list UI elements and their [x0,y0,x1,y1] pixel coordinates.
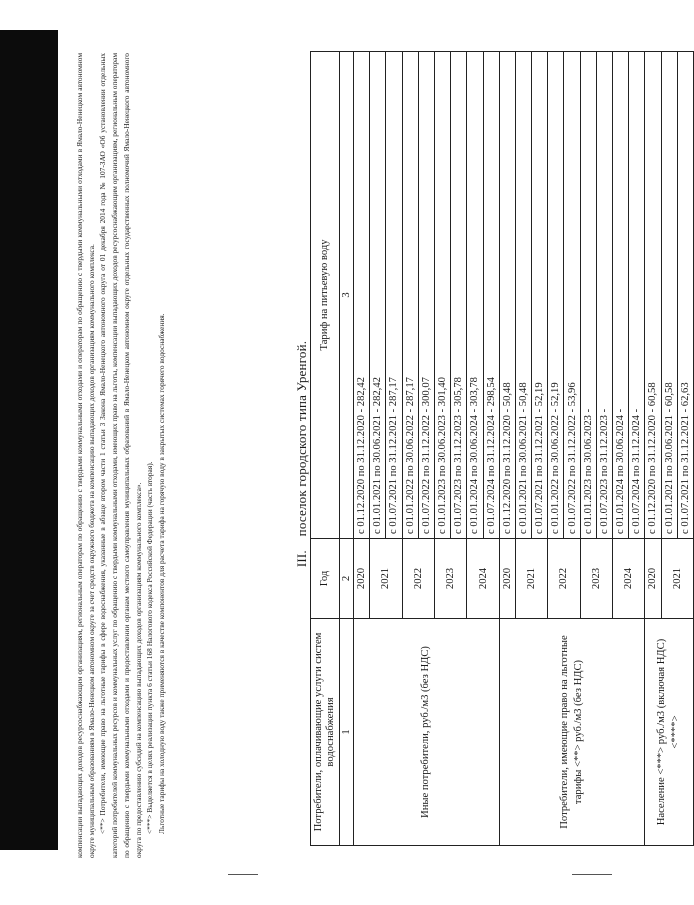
column-number-row [340,52,354,846]
tariff-value-cell: с 01.07.2021 по 31.12.2021 - 62,63 [677,52,693,539]
tariff-table [310,51,694,846]
year-cell: 2020 [645,539,661,619]
tariff-value-cell: с 01.01.2023 по 30.06.2023 - 301,40 [434,52,450,539]
table-row [354,52,370,846]
footnotes-block [74,53,168,858]
footnote-continuation: компенсации выпадающих доходов ресурсоснабжающим организациям, региональным операторам по обращению с твердыми коммунальными отходами и операторам по обращению с твердыми коммунальными отходами в Ямало-Ненецком автономном округе муниципальным образованиям в Ямало-Ненецком автономном округе за счет средств окружного бюджета на компенсацию выпадающих доходов организациям коммунального комплекса. [75,53,96,858]
year-cell: 2020 [354,539,370,619]
year-cell: 2020 [499,539,515,619]
year-cell: 2021 [661,539,693,619]
footnote-double-star: <**> Потребители, имеющие право на льготные тарифы в сфере водоснабжения, указанные в абзаце втором части 1 статьи 3 Закона Ямало-Ненецкого автономного округа от 01 декабря 2014 года № 107-ЗАО «Об установлении отдельных категорий потребителей коммунальных ресурсов и коммунальных услуг по обращению с твердыми коммунальными отходами, имеющих право на льготы, компенсации выпадающих доходов ресурсоснабжающим организациям, региональным операторам по обращению с твердыми коммунальными отходами и предоставлении органам местного самоуправления муниципальных образований в Ямало-Ненецком автономном округе отдельных государственных полномочий Ямало-Ненецкого автономного округа по предоставлению субсидий на компенсацию выпадающих доходов организациям коммунального комплекса». [98,53,143,858]
rotated-document-page [70,44,691,864]
consumer-cell: Иные потребители, руб./м3 (без НДС) [354,619,500,846]
year-cell: 2021 [370,539,402,619]
table-header-row [311,52,340,846]
table-row [499,52,515,846]
tariff-value-cell: с 01.07.2022 по 31.12.2022 - 53,96 [564,52,580,539]
year-cell: 2024 [467,539,499,619]
bottom-rule-left [228,874,258,875]
col-number: 3 [340,52,354,539]
footnote-hot-water: Льготные тарифы на холодную воду также применяются в качестве компонентов для расчета тарифа на горячую воду в закрытых системах горячего водоснабжения. [156,313,166,834]
tariff-value-cell: с 01.12.2020 по 31.12.2020 - 50,48 [499,52,515,539]
tariff-value-cell: с 01.01.2022 по 30.06.2022 - 52,19 [548,52,564,539]
year-cell: 2023 [434,539,466,619]
header-tariff: Тариф на питьевую воду [311,52,340,539]
tariff-value-cell: с 01.07.2022 по 31.12.2022 - 300,07 [418,52,434,539]
col-number: 2 [340,539,354,619]
year-cell: 2022 [402,539,434,619]
tariff-value-cell: с 01.12.2020 по 31.12.2020 - 60,58 [645,52,661,539]
header-consumers: Потребители, оплачивающие услуги систем водоснабжения [311,619,340,846]
tariff-value-cell: с 01.07.2023 по 31.12.2023 - [596,52,612,539]
consumer-cell: Население <***> руб./м3 (включая НДС) <****> [645,619,694,846]
year-cell: 2023 [580,539,612,619]
footnote-triple-star: <***> Выделяется в целях реализации пункта 6 статьи 168 Налогового кодекса Российской Федерации (часть вторая). [145,461,155,834]
bottom-rule-right [572,874,612,875]
table-row [645,52,661,846]
year-cell: 2021 [515,539,547,619]
section-title: поселок городского типа Уренгой. [294,340,309,537]
header-year: Год [311,539,340,619]
tariff-value-cell: с 01.01.2022 по 30.06.2022 - 287,17 [402,52,418,539]
tariff-value-cell: с 01.07.2021 по 31.12.2021 - 287,17 [386,52,402,539]
tariff-value-cell: с 01.01.2024 по 30.06.2024 - 303,78 [467,52,483,539]
tariff-value-cell: с 01.01.2021 по 30.06.2021 - 50,48 [515,52,531,539]
tariff-value-cell: с 01.07.2024 по 31.12.2024 - [629,52,645,539]
tariff-value-cell: с 01.01.2021 по 30.06.2021 - 282,42 [370,52,386,539]
tariff-value-cell: с 01.07.2021 по 31.12.2021 - 52,19 [532,52,548,539]
tariff-value-cell: с 01.07.2023 по 31.12.2023 - 305,78 [451,52,467,539]
tariff-value-cell: с 01.01.2021 по 30.06.2021 - 60,58 [661,52,677,539]
scan-edge-bar [0,30,58,850]
tariff-value-cell: с 01.01.2024 по 30.06.2024 - [613,52,629,539]
table-body [354,52,694,846]
tariff-value-cell: с 01.07.2024 по 31.12.2024 - 298,54 [483,52,499,539]
year-cell: 2022 [548,539,580,619]
section-heading [294,44,310,864]
consumer-cell: Потребители, имеющие право на льготные тарифы <**> руб./м3 (без НДС) [499,619,645,846]
tariff-value-cell: с 01.01.2023 по 30.06.2023 - [580,52,596,539]
col-number: 1 [340,619,354,846]
year-cell: 2024 [613,539,645,619]
section-number: III. [294,550,309,568]
tariff-value-cell: с 01.12.2020 по 31.12.2020 - 282,42 [354,52,370,539]
